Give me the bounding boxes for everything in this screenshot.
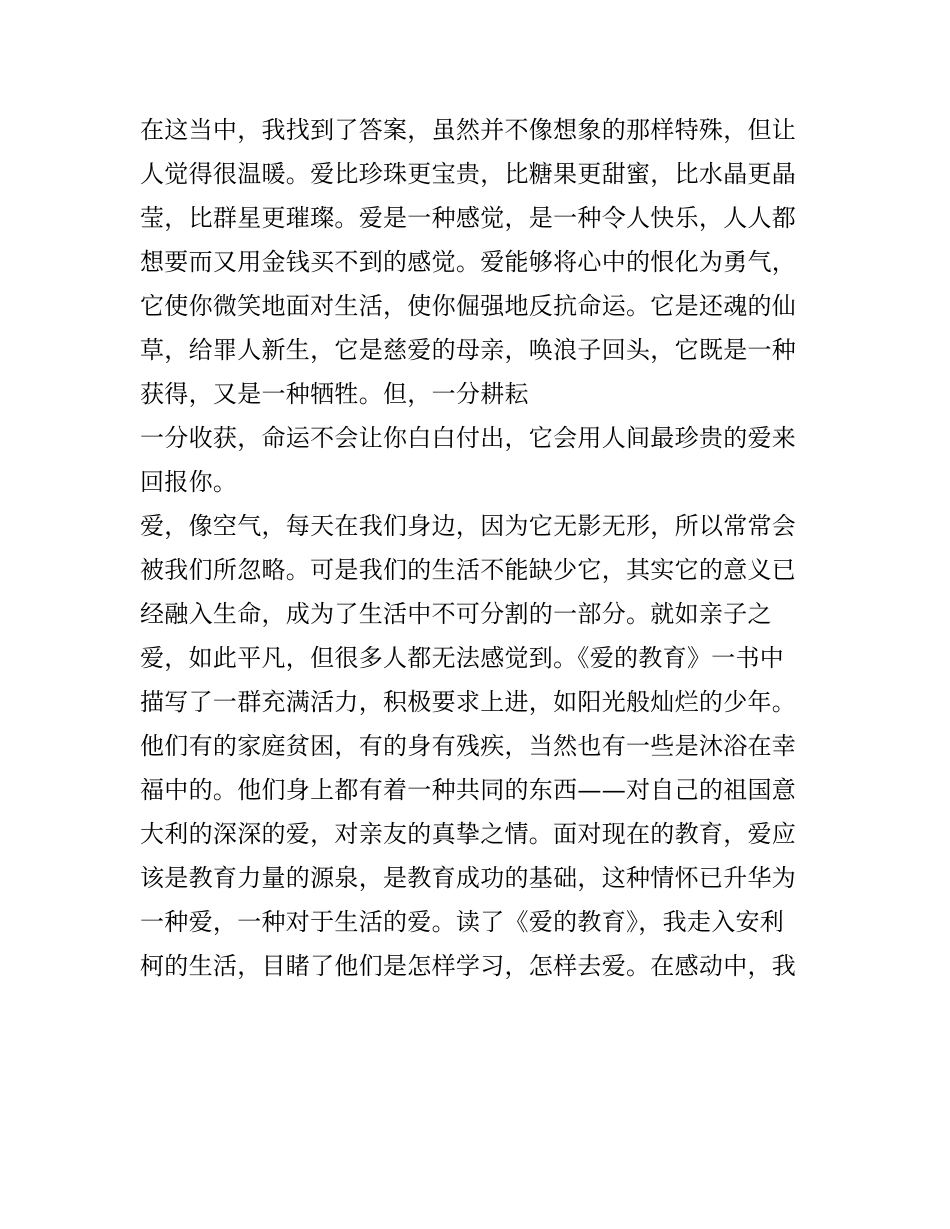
- document-text-body: [140, 108, 820, 988]
- text-line-14: 描写了一群充满活力，积极要求上进，如阳光般灿烂的少年。: [140, 688, 797, 716]
- text-line-19: 一种爱，一种对于生活的爱。读了《爱的教育》，我走入安利: [140, 908, 785, 936]
- text-line-3: 莹，比群星更璀璨。爱是一种感觉，是一种令人快乐，人人都: [140, 204, 797, 232]
- text-line-11: 被我们所忽略。可是我们的生活不能缺少它，其实它的意义已: [140, 556, 797, 584]
- text-line-10: 爱，像空气，每天在我们身边，因为它无影无形，所以常常会: [140, 512, 797, 540]
- text-line-7: 获得，又是一种牺牲。但，一分耕耘: [140, 380, 529, 408]
- text-line-17: 大利的深深的爱，对亲友的真挚之情。面对现在的教育，爱应: [140, 820, 797, 848]
- text-line-1: 在这当中，我找到了答案，虽然并不像想象的那样特殊，但让: [140, 116, 797, 144]
- text-line-5: 它使你微笑地面对生活，使你倔强地反抗命运。它是还魂的仙: [140, 292, 797, 320]
- text-line-2: 人觉得很温暖。爱比珍珠更宝贵，比糖果更甜蜜，比水晶更晶: [140, 160, 797, 188]
- text-line-15: 他们有的家庭贫困，有的身有残疾，当然也有一些是沐浴在幸: [140, 732, 797, 760]
- text-line-13: 爱，如此平凡，但很多人都无法感觉到。《爱的教育》一书中: [140, 644, 785, 672]
- text-line-20: 柯的生活，目睹了他们是怎样学习，怎样去爱。在感动中，我: [140, 952, 797, 980]
- text-line-4: 想要而又用金钱买不到的感觉。爱能够将心中的恨化为勇气，: [140, 248, 797, 276]
- text-line-16: 福中的。他们身上都有着一种共同的东西——对自己的祖国意: [140, 776, 797, 804]
- text-line-18: 该是教育力量的源泉，是教育成功的基础，这种情怀已升华为: [140, 864, 797, 892]
- text-line-6: 草，给罪人新生，它是慈爱的母亲，唤浪子回头，它既是一种: [140, 336, 797, 364]
- text-line-12: 经融入生命，成为了生活中不可分割的一部分。就如亲子之: [140, 600, 772, 628]
- text-line-9: 回报你。: [140, 468, 238, 496]
- text-line-8: 一分收获，命运不会让你白白付出，它会用人间最珍贵的爱来: [140, 424, 797, 452]
